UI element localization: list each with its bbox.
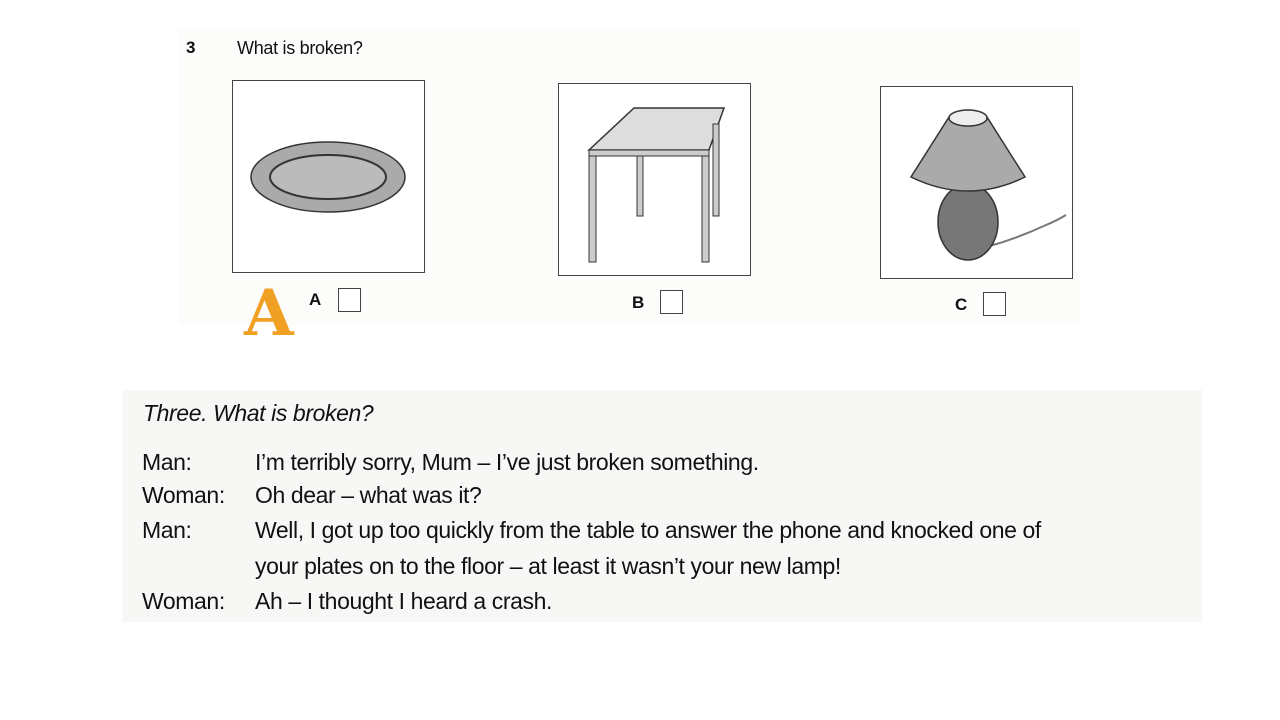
- question-number: 3: [186, 38, 196, 57]
- answer-annotation: A: [244, 276, 294, 351]
- table-picture: [558, 83, 751, 276]
- option-a-checkbox[interactable]: [338, 288, 361, 312]
- plate-icon: [233, 81, 424, 272]
- dialogue-line: your plates on to the floor – at least it wasn’t your new lamp!: [255, 553, 841, 579]
- question-text: What is broken?: [237, 38, 363, 58]
- option-a-label: A: [309, 290, 322, 309]
- option-b-label: B: [632, 293, 645, 312]
- table-icon: [559, 84, 750, 275]
- speaker: Woman:: [142, 588, 225, 614]
- speaker: Man:: [142, 449, 192, 475]
- speaker: Man:: [142, 517, 192, 543]
- option-b-checkbox[interactable]: [660, 290, 683, 314]
- plate-picture: [232, 80, 425, 273]
- option-c-checkbox[interactable]: [983, 292, 1006, 316]
- lamp-picture: [880, 86, 1073, 279]
- dialogue-line: Well, I got up too quickly from the table to answer the phone and knocked one of: [255, 517, 1041, 543]
- dialogue-line: I’m terribly sorry, Mum – I’ve just broken something.: [255, 449, 759, 475]
- transcript-title: Three. What is broken?: [143, 400, 374, 426]
- option-c-label: C: [955, 295, 968, 314]
- speaker: Woman:: [142, 482, 225, 508]
- dialogue-line: Ah – I thought I heard a crash.: [255, 588, 553, 614]
- dialogue-line: Oh dear – what was it?: [255, 482, 482, 508]
- lamp-icon: [881, 87, 1072, 278]
